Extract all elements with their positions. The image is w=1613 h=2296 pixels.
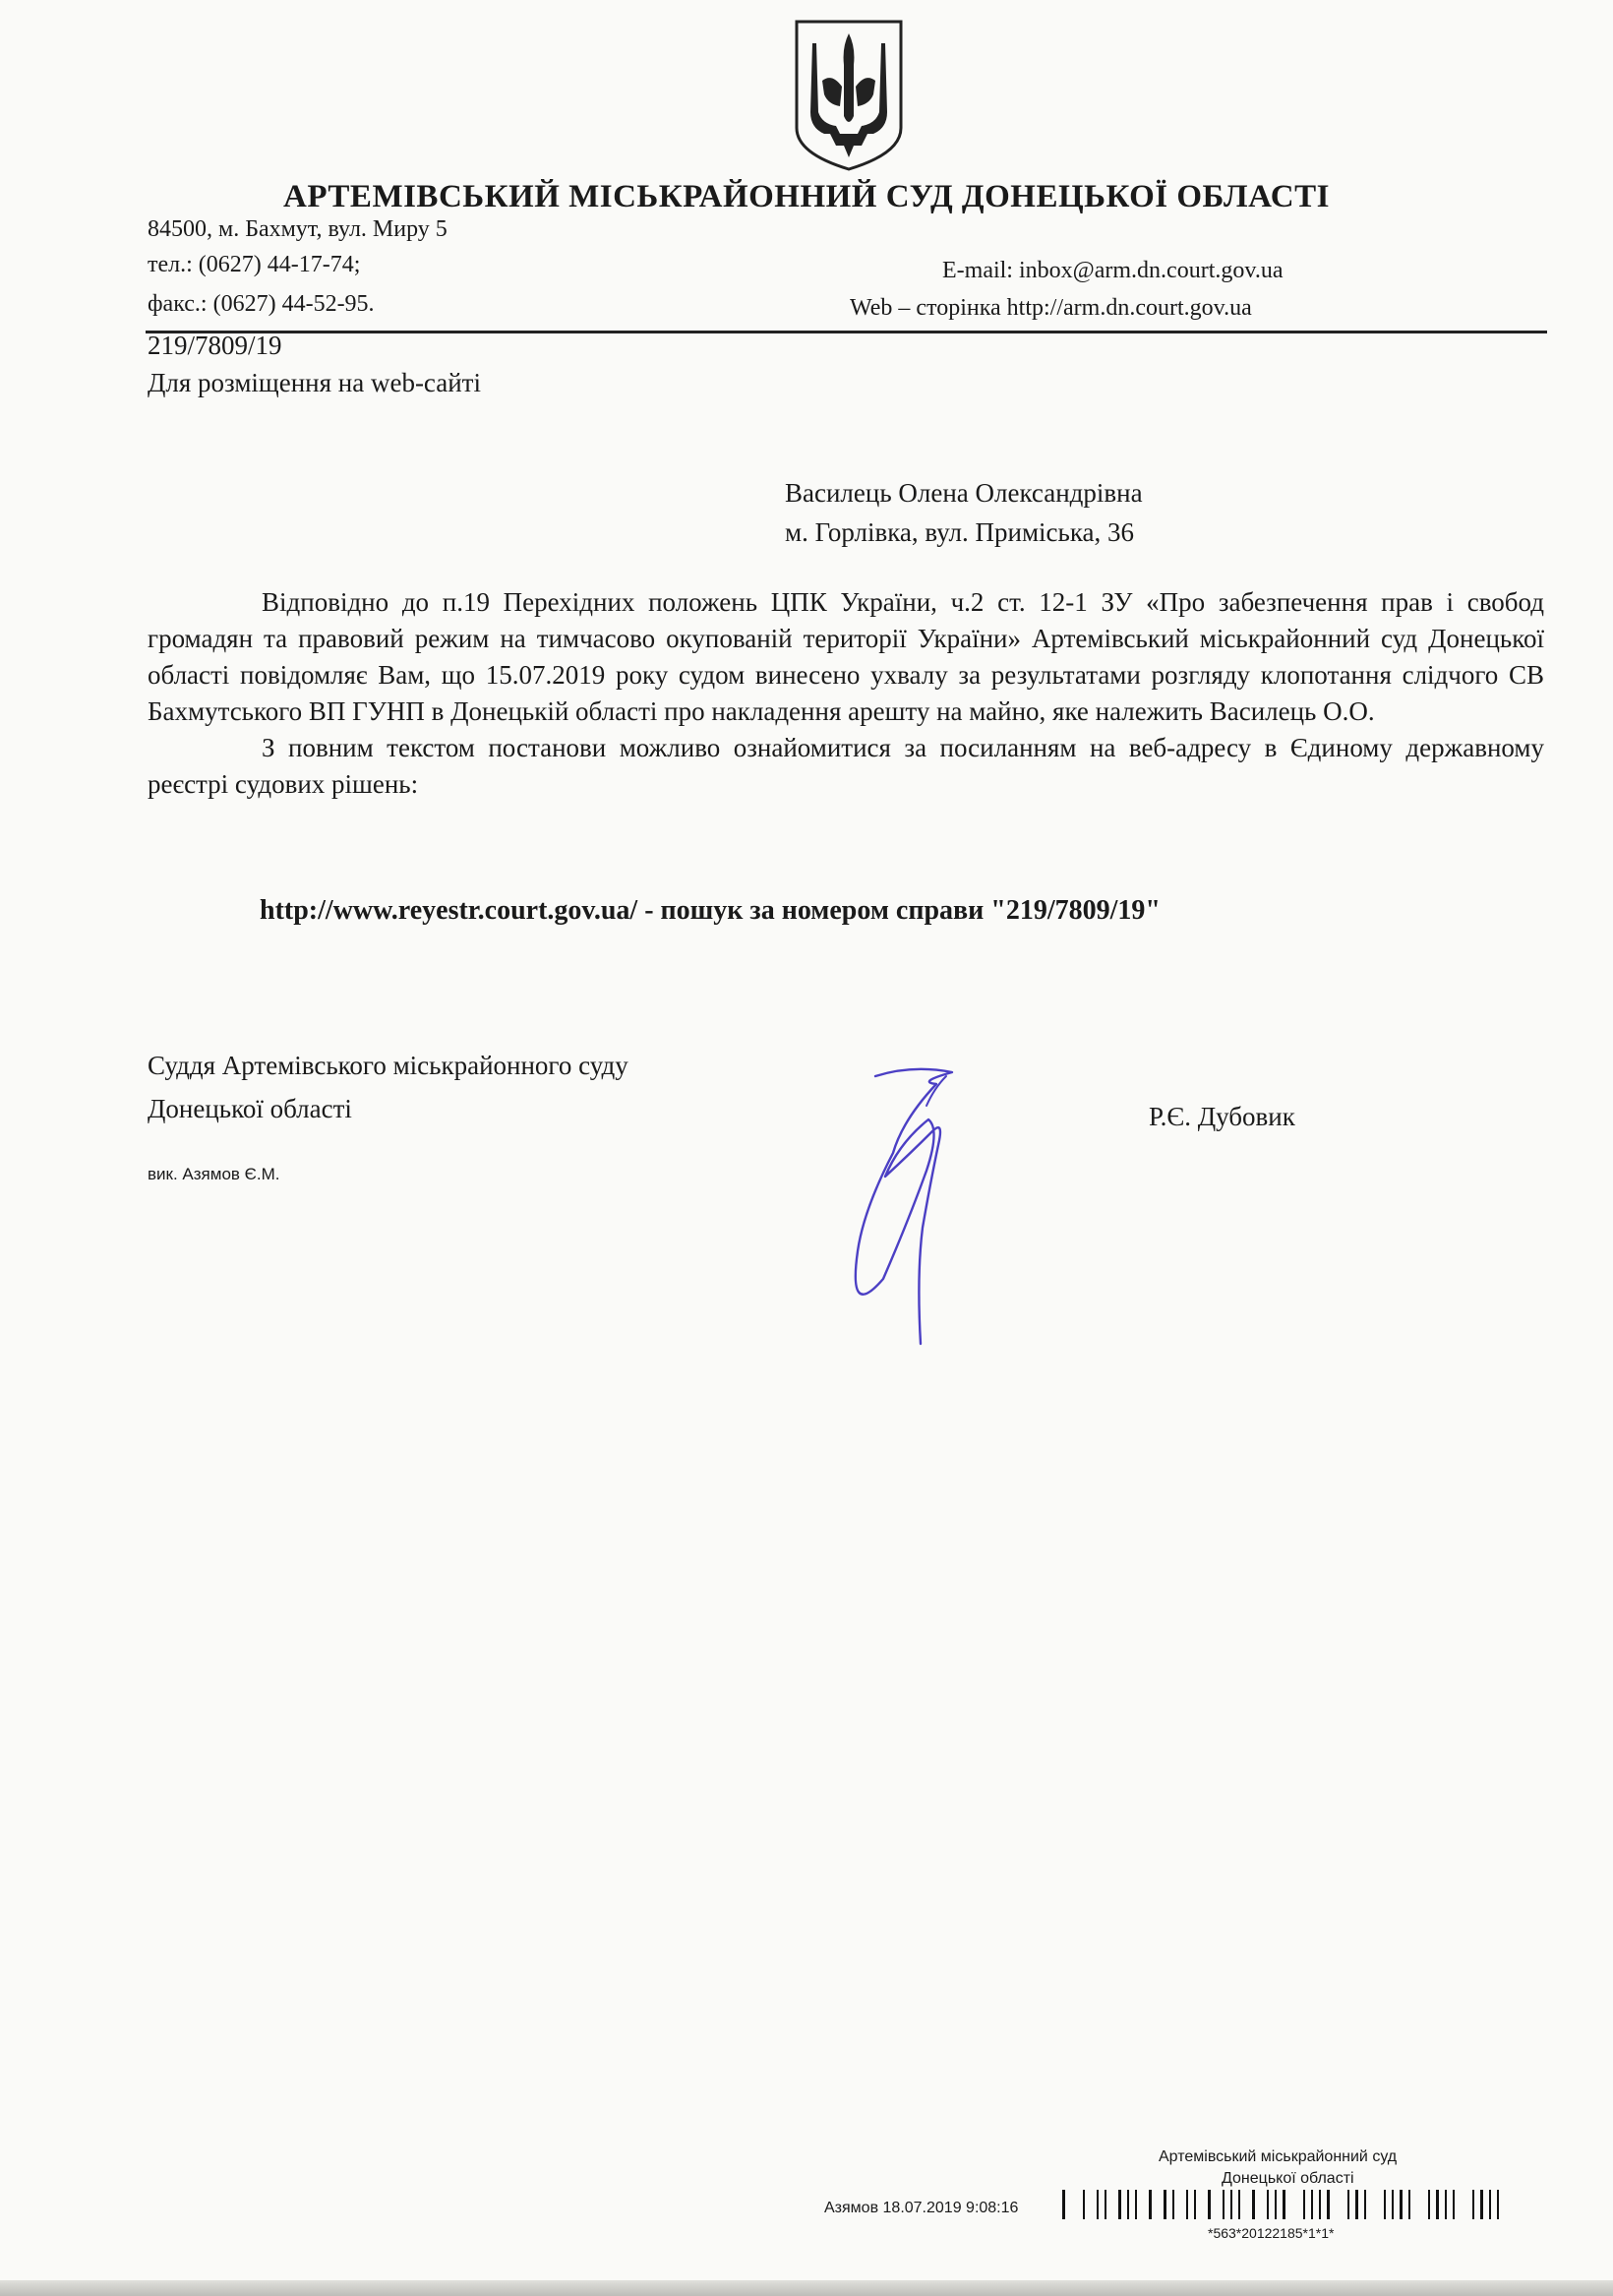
coat-of-arms-icon — [793, 18, 905, 173]
court-address: 84500, м. Бахмут, вул. Миру 5 — [148, 216, 448, 242]
executor-note: вик. Азямов Є.М. — [148, 1165, 280, 1183]
judge-title-line-1: Суддя Артемівського міськрайонного суду — [148, 1051, 628, 1080]
barcode-code: *563*20122185*1*1* — [1208, 2225, 1335, 2241]
judge-title-line-2: Донецької області — [148, 1094, 352, 1123]
letter-body — [148, 584, 1544, 803]
court-email: E-mail: inbox@arm.dn.court.gov.ua — [942, 258, 1284, 283]
purpose-note: Для розміщення на web-сайті — [148, 368, 481, 397]
case-number: 219/7809/19 — [148, 331, 282, 360]
signature-icon — [836, 1062, 993, 1348]
body-paragraph-1: Відповідно до п.19 Перехідних положень ЦПК України, ч.2 ст. 12-1 ЗУ «Про забезпечення прав і свобод громадян та правовий режим на тимчасово окупованій території України» Артемівський міськрайонний суд Донецької області повідомляє Вам, що 15.07.2019 року судом винесено ухвалу за результатами розгляду клопотання слідчого СВ Бахмутського ВП ГУНП в Донецькій області про накладення арешту на майно, яке належить Василець О.О. — [148, 587, 1544, 726]
court-phone: тел.: (0627) 44-17-74; — [148, 252, 361, 277]
stamp-registration: Азямов 18.07.2019 9:08:16 — [824, 2200, 1019, 2216]
recipient-address: м. Горлівка, вул. Приміська, 36 — [785, 517, 1135, 547]
letterhead-divider — [146, 331, 1547, 333]
court-title: АРТЕМІВСЬКИЙ МІСЬКРАЙОННИЙ СУД ДОНЕЦЬКОЇ ОБЛАСТІ — [283, 179, 1330, 214]
scan-bottom-edge — [0, 2280, 1613, 2296]
registry-link-line: http://www.reyestr.court.gov.ua/ - пошук за номером справи "219/7809/19" — [260, 895, 1161, 926]
court-website: Web – сторінка http://arm.dn.court.gov.ua — [850, 295, 1252, 321]
stamp-court-line-2: Донецької області — [1222, 2170, 1354, 2187]
recipient-name: Василець Олена Олександрівна — [785, 478, 1143, 508]
stamp-court-line-1: Артемівський міськрайонний суд — [1159, 2148, 1398, 2165]
judge-name: Р.Є. Дубовик — [1149, 1102, 1295, 1131]
body-paragraph-2: З повним текстом постанови можливо ознайомитися за посиланням на веб-адресу в Єдиному державному реєстрі судових рішень: — [148, 733, 1544, 799]
court-fax: факс.: (0627) 44-52-95. — [148, 291, 375, 317]
barcode-icon — [1060, 2188, 1542, 2223]
